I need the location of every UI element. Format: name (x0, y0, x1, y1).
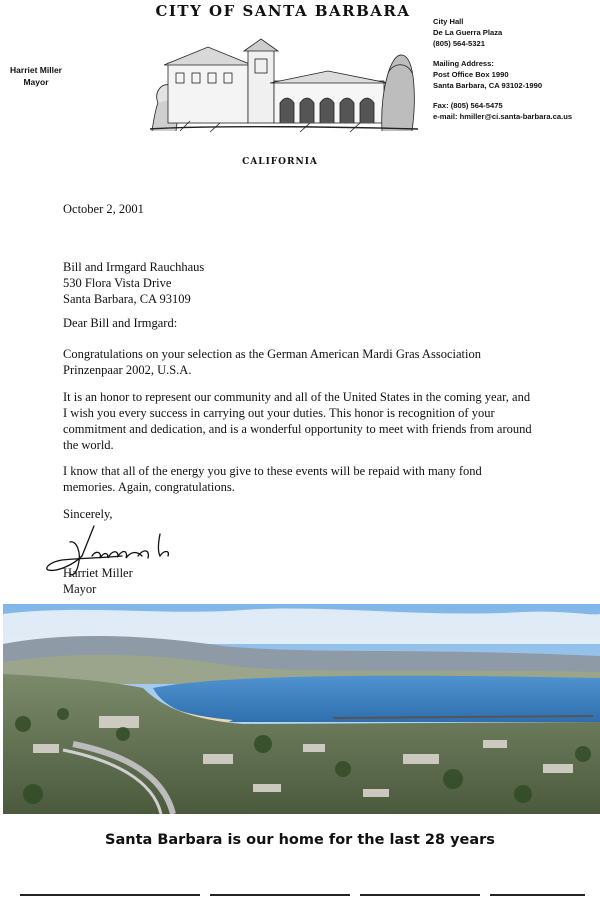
office-address: De La Guerra Plaza (433, 28, 503, 37)
salutation: Dear Bill and Irmgard: (63, 316, 178, 330)
signer-block (63, 565, 533, 597)
mayor-name: Harriet Miller (10, 65, 62, 75)
contact-block (433, 16, 598, 122)
city-title: CITY OF SANTA BARBARA (155, 2, 411, 20)
paragraph-2: It is an honor to represent our community and all of the United States in the coming year, and I wish you every success in carrying out your duties. This honor is recognition of your commitment and dedication, and is a wonderful opportunity to meet with friends from around the world. (63, 390, 532, 452)
footer-rule (20, 894, 585, 896)
fax-number: Fax: (805) 564-5475 (433, 101, 503, 110)
mailing-label: Mailing Address: (433, 59, 494, 68)
signer-name: Harriet Miller (63, 566, 133, 580)
signer-title: Mayor (63, 582, 97, 596)
po-box: Post Office Box 1990 (433, 70, 509, 79)
recipient-street: 530 Flora Vista Drive (63, 276, 172, 290)
recipient-name: Bill and Irmgard Rauchhaus (63, 260, 205, 274)
city-hall-illustration (150, 33, 418, 133)
mayor-title: Mayor (23, 77, 49, 87)
santa-barbara-coast-photo (3, 604, 600, 814)
recipient-block (63, 259, 533, 307)
paragraph-3: I know that all of the energy you give to these events will be repaid with many fond memories. Again, congratulations. (63, 464, 482, 494)
photo-caption: Santa Barbara is our home for the last 28 years (105, 832, 495, 848)
office-name: City Hall (433, 17, 464, 26)
email-address: e-mail: hmiller@ci.santa-barbara.ca.us (433, 112, 573, 121)
paragraph-1: Congratulations on your selection as the German American Mardi Gras Association Prinzenpaar 2002, U.S.A. (63, 347, 481, 377)
closing: Sincerely, (63, 507, 113, 521)
recipient-city: Santa Barbara, CA 93109 (63, 292, 191, 306)
letter-date: October 2, 2001 (63, 202, 144, 216)
office-phone: (805) 564-5321 (433, 39, 485, 48)
state-word: CALIFORNIA (242, 157, 318, 167)
mailing-city-zip: Santa Barbara, CA 93102-1990 (433, 81, 543, 90)
mayor-heading (4, 64, 68, 88)
